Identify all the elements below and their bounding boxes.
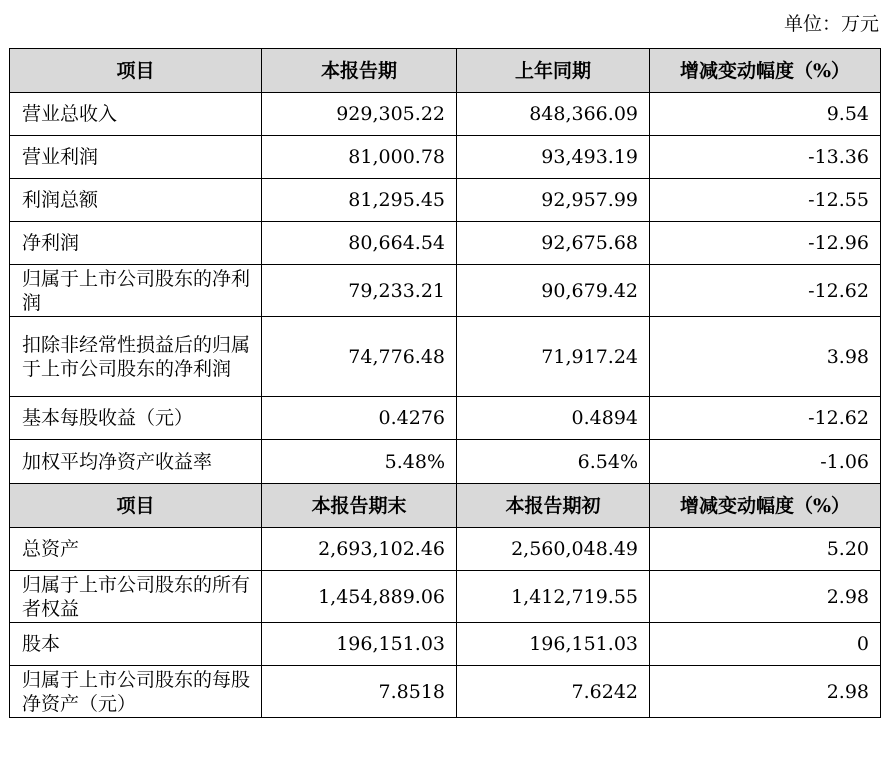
change-value: -13.36 xyxy=(650,136,881,179)
current-value: 74,776.48 xyxy=(262,317,457,397)
header-item: 项目 xyxy=(10,49,262,93)
header-prior-period: 上年同期 xyxy=(457,49,650,93)
change-value: 2.98 xyxy=(650,571,881,623)
previous-value: 92,957.99 xyxy=(457,179,650,222)
change-value: -12.62 xyxy=(650,397,881,440)
row-label: 归属于上市公司股东的每股净资产（元） xyxy=(10,666,262,718)
table-row xyxy=(10,397,881,440)
previous-value: 2,560,048.49 xyxy=(457,528,650,571)
header-current-period: 本报告期 xyxy=(262,49,457,93)
row-label: 利润总额 xyxy=(10,179,262,222)
header-period-end: 本报告期末 xyxy=(262,484,457,528)
row-label: 股本 xyxy=(10,623,262,666)
change-value: -12.62 xyxy=(650,265,881,317)
table-row xyxy=(10,440,881,484)
change-value: -12.55 xyxy=(650,179,881,222)
table-row xyxy=(10,666,881,718)
header-item: 项目 xyxy=(10,484,262,528)
header-change-pct: 增减变动幅度（%） xyxy=(650,484,881,528)
previous-value: 848,366.09 xyxy=(457,93,650,136)
row-label: 加权平均净资产收益率 xyxy=(10,440,262,484)
table-row xyxy=(10,623,881,666)
previous-value: 1,412,719.55 xyxy=(457,571,650,623)
current-value: 7.8518 xyxy=(262,666,457,718)
previous-value: 92,675.68 xyxy=(457,222,650,265)
change-value: 2.98 xyxy=(650,666,881,718)
table-row xyxy=(10,317,881,397)
table-row xyxy=(10,179,881,222)
change-value: 9.54 xyxy=(650,93,881,136)
table-row xyxy=(10,93,881,136)
current-value: 81,000.78 xyxy=(262,136,457,179)
current-value: 196,151.03 xyxy=(262,623,457,666)
row-label: 总资产 xyxy=(10,528,262,571)
previous-value: 0.4894 xyxy=(457,397,650,440)
previous-value: 90,679.42 xyxy=(457,265,650,317)
row-label: 净利润 xyxy=(10,222,262,265)
previous-value: 7.6242 xyxy=(457,666,650,718)
current-value: 80,664.54 xyxy=(262,222,457,265)
table-row xyxy=(10,265,881,317)
current-value: 2,693,102.46 xyxy=(262,528,457,571)
current-value: 79,233.21 xyxy=(262,265,457,317)
financial-summary-table xyxy=(9,48,881,718)
table-row xyxy=(10,222,881,265)
row-label: 基本每股收益（元） xyxy=(10,397,262,440)
header-period-start: 本报告期初 xyxy=(457,484,650,528)
row-label: 营业利润 xyxy=(10,136,262,179)
previous-value: 196,151.03 xyxy=(457,623,650,666)
previous-value: 71,917.24 xyxy=(457,317,650,397)
current-value: 929,305.22 xyxy=(262,93,457,136)
current-value: 0.4276 xyxy=(262,397,457,440)
change-value: 3.98 xyxy=(650,317,881,397)
row-label: 归属于上市公司股东的净利润 xyxy=(10,265,262,317)
header-change-pct: 增减变动幅度（%） xyxy=(650,49,881,93)
row-label: 扣除非经常性损益后的归属于上市公司股东的净利润 xyxy=(10,317,262,397)
previous-value: 93,493.19 xyxy=(457,136,650,179)
table-header-row xyxy=(10,484,881,528)
table-row xyxy=(10,136,881,179)
current-value: 81,295.45 xyxy=(262,179,457,222)
table-header-row xyxy=(10,49,881,93)
change-value: -12.96 xyxy=(650,222,881,265)
change-value: -1.06 xyxy=(650,440,881,484)
previous-value: 6.54% xyxy=(457,440,650,484)
change-value: 0 xyxy=(650,623,881,666)
change-value: 5.20 xyxy=(650,528,881,571)
current-value: 1,454,889.06 xyxy=(262,571,457,623)
table-row xyxy=(10,528,881,571)
row-label: 营业总收入 xyxy=(10,93,262,136)
unit-note: 单位：万元 xyxy=(783,13,879,35)
table-row xyxy=(10,571,881,623)
current-value: 5.48% xyxy=(262,440,457,484)
row-label: 归属于上市公司股东的所有者权益 xyxy=(10,571,262,623)
